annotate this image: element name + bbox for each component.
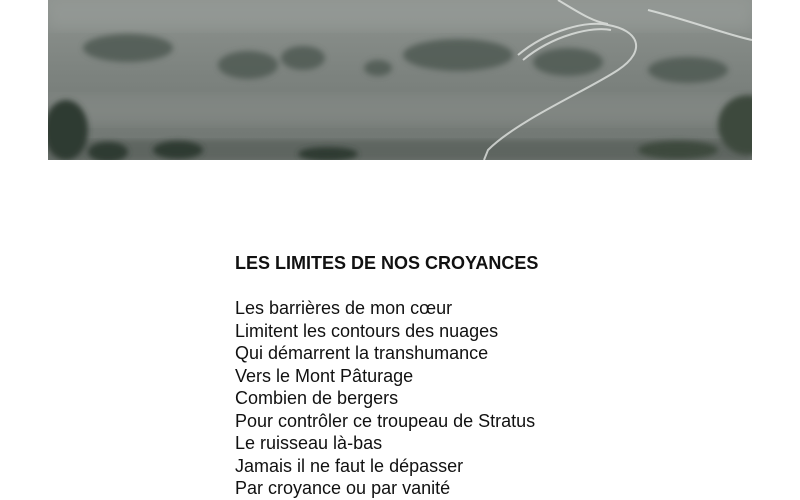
poem-line: Vers le Mont Pâturage [235, 365, 414, 386]
header-image [48, 0, 752, 160]
poem-line: Par croyance ou par vanité [235, 478, 451, 498]
poem-line: Limitent les contours des nuages [235, 320, 499, 341]
poem-line: Jamais il ne faut le dépasser [235, 455, 464, 476]
poem-line: Combien de bergers [235, 388, 399, 408]
poem [235, 251, 695, 500]
poem-line: Qui démarrent la transhumance [235, 343, 489, 363]
poem-line: Le ruisseau là-bas [235, 433, 383, 453]
poem-lines [235, 297, 695, 500]
misty-landscape-photo [48, 0, 752, 160]
poem-line: Pour contrôler ce troupeau de Stratus [235, 410, 536, 431]
poem-line: Les barrières de mon cœur [235, 298, 453, 318]
poem-title: LES LIMITES DE NOS CROYANCES [235, 253, 539, 273]
